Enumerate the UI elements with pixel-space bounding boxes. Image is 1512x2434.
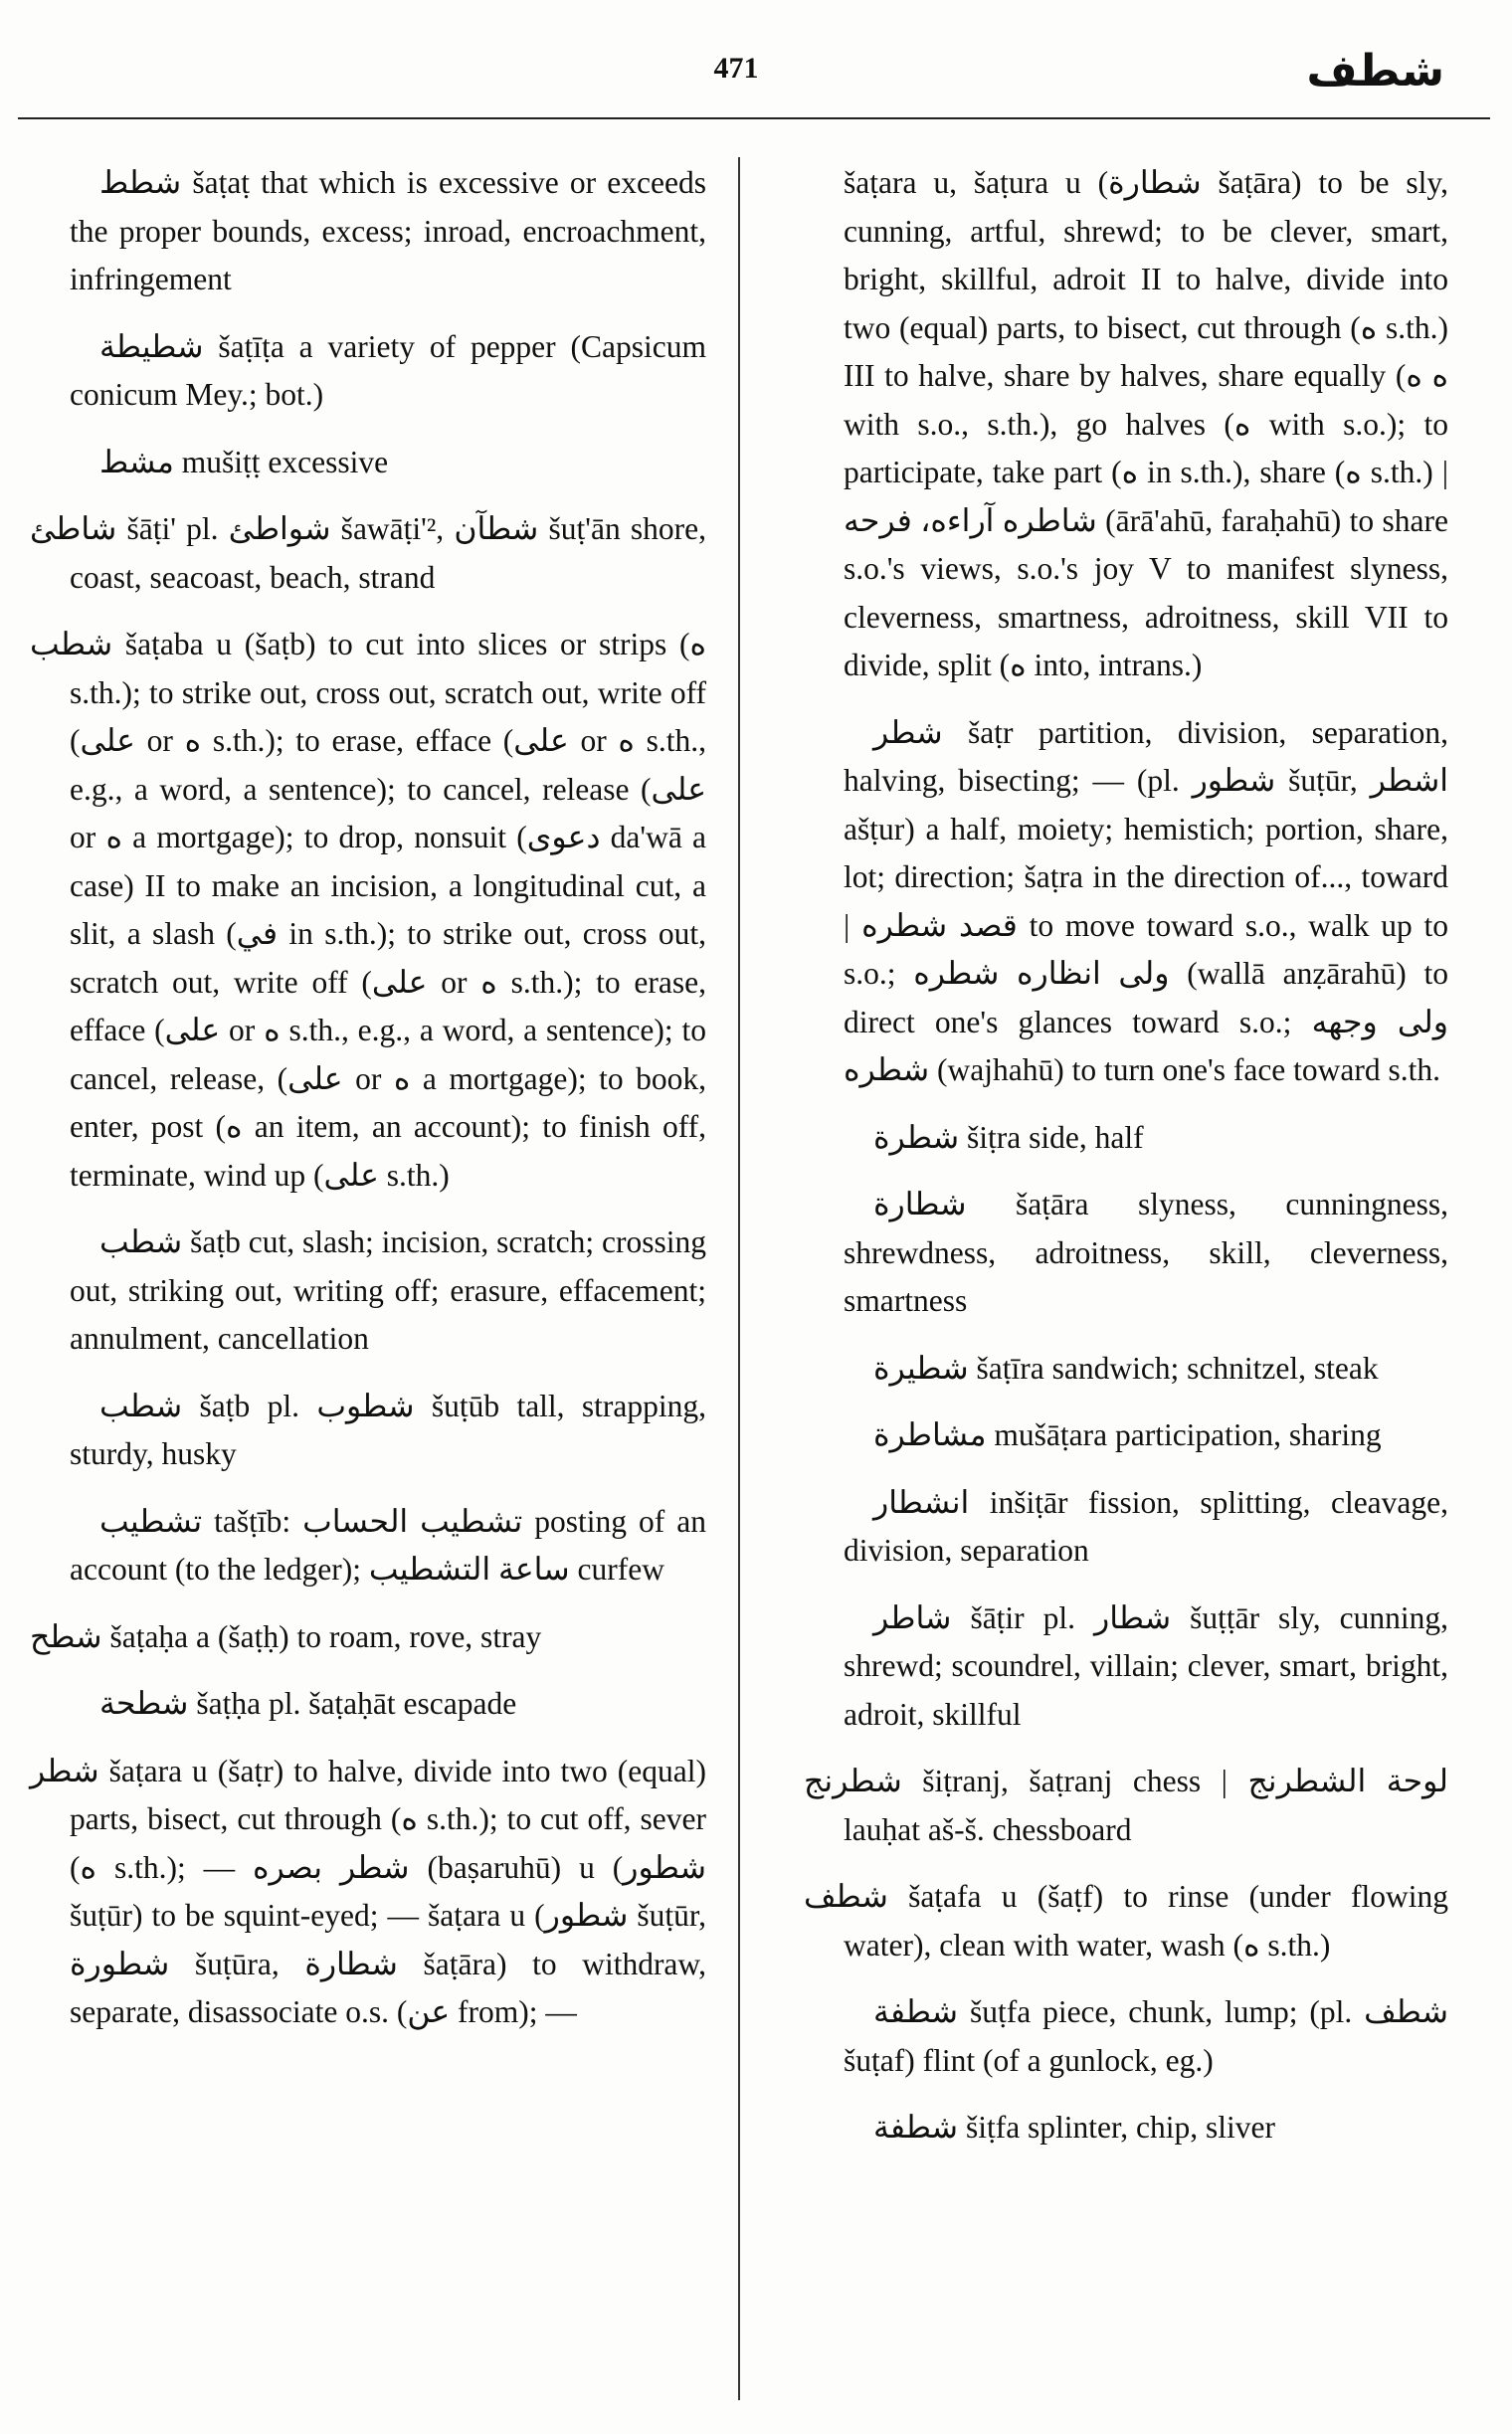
column-divider: [738, 157, 740, 2400]
entry: انشطار inšiṭār fission, splitting, cleavage, division, separation: [844, 1484, 1448, 1568]
entry: شطط šaṭaṭ that which is excessive or exceeds the proper bounds, excess; inroad, encroachment, infringement: [70, 165, 706, 296]
root-entry: شطح šaṭaḥa a (šaṭḥ) to roam, rove, stray: [30, 1618, 542, 1654]
page-number: 471: [713, 52, 759, 85]
entry: تشطيب tašṭīb: تشطيب الحساب posting of an account (to the ledger); ساعة التشطيب curfew: [70, 1503, 707, 1587]
running-head-word: شطف: [1306, 46, 1444, 96]
entry: شطب šaṭb cut, slash; incision, scratch; crossing out, striking out, writing off; erasure, effacement; annulment, cancellation: [70, 1224, 706, 1356]
entry: شطحة šaṭḥa pl. šaṭaḥāt escapade: [99, 1686, 517, 1721]
entry: مشط mušiṭṭ excessive: [99, 444, 389, 479]
entry: شطيرة šaṭīra sandwich; schnitzel, steak: [873, 1350, 1379, 1386]
root-entry: شاطئ šāṭi' pl. شواطئ šawāṭi'², شطآن šuṭ'ān shore, coast, seacoast, beach, strand: [30, 511, 707, 595]
entry-continuation: šaṭara u, šaṭura u (شطارة šaṭāra) to be sly, cunning, artful, shrewd; to be clever, smart, bright, skillful, adroit II to halve, divide into two (equal) parts, to bisect, cut through (ه s.th.) III to halve, share by halves, share equally (ه ه with s.o., s.th.), go halves (ه with s.o.); to participate, take part (ه in s.th.), share (ه s.th.) | شاطره آراءه، فرحه (ārā'ahū, faraḥahū) to share s.o.'s views, s.o.'s joy V to manifest slyness, cleverness, smartness, adroitness, skill VII to divide, split (ه into, intrans.): [844, 165, 1448, 682]
entry: شطر šaṭr partition, division, separation, halving, bisecting; — (pl. شطور šuṭūr, اشطر ašṭur) a half, moiety; hemistich; portion, share, lot; direction; šaṭra in the direction of..., toward | قصد شطره to move toward s.o., walk up to s.o.; ولى انظاره شطره (wallā anẓārahū) to direct one's glances toward s.o.; ولى وجهه شطره (wajhahū) to turn one's face toward s.th.: [844, 714, 1449, 1087]
root-entry: شطب šaṭaba u (šaṭb) to cut into slices or strips (ه s.th.); to strike out, cross out, scratch out, write off (على or ه s.th.); to erase, efface (على or ه s.th., e.g., a word, a sentence); to cancel, release (على or ه a mortgage); to drop, nonsuit (دعوى da'wā a case) II to make an incision, a longitudinal cut, a slit, a slash (في in s.th.); to strike out, cross out, scratch out, write off (على or ه s.th.); to erase, efface (على or ه s.th., e.g., a word, a sentence); to cancel, release, (على or ه a mortgage); to book, enter, post (ه an item, an account); to finish off, terminate, wind up (على s.th.): [30, 627, 707, 1193]
entry: شطب šaṭb pl. شطوب šuṭūb tall, strapping, sturdy, husky: [70, 1388, 707, 1471]
entry: مشاطرة mušāṭara participation, sharing: [873, 1417, 1382, 1452]
header-rule: [18, 117, 1490, 119]
entry: شطارة šaṭāra slyness, cunningness, shrewdness, adroitness, skill, cleverness, smartness: [844, 1187, 1448, 1318]
entry: شطيطة šaṭīṭa a variety of pepper (Capsicum conicum Mey.; bot.): [70, 328, 706, 412]
right-column: [804, 159, 1448, 2171]
entry: شطفة šiṭfa splinter, chip, sliver: [873, 2110, 1275, 2145]
entry: شاطر šāṭir pl. شطار šuṭṭār sly, cunning, shrewd; scoundrel, villain; clever, smart, bright, adroit, skillful: [844, 1599, 1448, 1732]
root-entry: شطر šaṭara u (šaṭr) to halve, divide into two (equal) parts, bisect, cut through (ه s.th.); to cut off, sever (ه s.th.); — شطر بصره (baṣaruhū) u (شطور šuṭūr) to be squint-eyed; — šaṭara u (شطور šuṭūr, شطورة šuṭūra, شطارة šaṭāra) to withdraw, separate, disassociate o.s. (عن from); —: [30, 1753, 706, 2029]
entry: شطرة šiṭra side, half: [873, 1119, 1144, 1155]
left-column: [30, 159, 706, 2056]
root-entry: شطف šaṭafa u (šaṭf) to rinse (under flowing water), clean with water, wash (ه s.th.): [804, 1879, 1448, 1963]
entry: شطفة šuṭfa piece, chunk, lump; (pl. شطف šuṭaf) flint (of a gunlock, eg.): [844, 1994, 1448, 2078]
root-entry: شطرنج šiṭranj, šaṭranj chess | لوحة الشطرنج lauḥat aš-š. chessboard: [804, 1764, 1448, 1847]
